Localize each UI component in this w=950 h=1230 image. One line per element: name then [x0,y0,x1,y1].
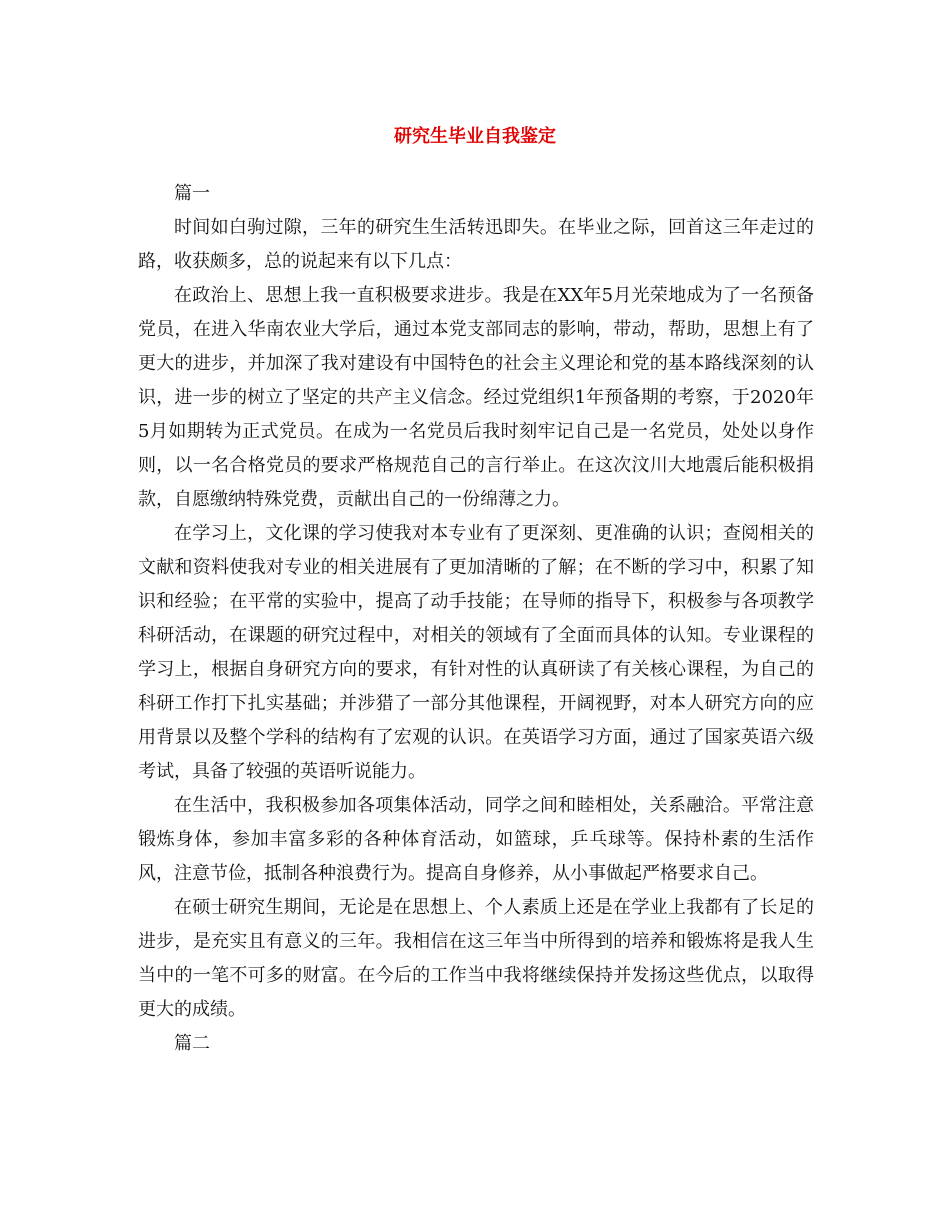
paragraph-conclusion: 在硕士研究生期间，无论是在思想上、个人素质上还是在学业上我都有了长足的进步，是充实且有意义的三年。我相信在这三年当中所得到的培养和锻炼将是我人生当中的一笔不可多的财富。在今后的工作当中我将继续保持并发扬这些优点，以取得更大的成绩。 [138,897,814,1020]
document-title: 研究生毕业自我鉴定 [394,126,556,147]
section-heading-1: 篇一 [174,183,210,204]
paragraph-politics: 在政治上、思想上我一直积极要求进步。我是在XX年5月光荣地成为了一名预备党员，在进入华南农业大学后，通过本党支部同志的影响，带动，帮助，思想上有了更大的进步，并加深了我对建设有中国特色的社会主义理论和党的基本路线深刻的认识，进一步的树立了坚定的共产主义信念。经过党组织1年预备期的考察，于2020年5月如期转为正式党员。在成为一名党员后我时刻牢记自己是一名党员，处处以身作则，以一名合格党员的要求严格规范自己的言行举止。在这次汶川大地震后能积极捐款，自愿缴纳特殊党费，贡献出自己的一份绵薄之力。 [138,285,814,510]
section-heading-2: 篇二 [174,1033,210,1054]
paragraph-life: 在生活中，我积极参加各项集体活动，同学之间和睦相处，关系融洽。平常注意锻炼身体，参加丰富多彩的各种体育活动，如篮球，乒乓球等。保持朴素的生活作风，注意节俭，抵制各种浪费行为。提高自身修养，从小事做起严格要求自己。 [138,795,814,884]
paragraph-intro: 时间如白驹过隙，三年的研究生生活转迅即失。在毕业之际，回首这三年走过的路，收获颇多，总的说起来有以下几点： [138,217,814,272]
document-body [138,177,814,1061]
paragraph-study: 在学习上，文化课的学习使我对本专业有了更深刻、更准确的认识；查阅相关的文献和资料使我对专业的相关进展有了更加清晰的了解；在不断的学习中，积累了知识和经验；在平常的实验中，提高了动手技能；在导师的指导下，积极参与各项教学科研活动，在课题的研究过程中，对相关的领域有了全面而具体的认知。专业课程的学习上，根据自身研究方向的要求，有针对性的认真研读了有关核心课程，为自己的科研工作打下扎实基础；并涉猎了一部分其他课程，开阔视野，对本人研究方向的应用背景以及整个学科的结构有了宏观的认识。在英语学习方面，通过了国家英语六级考试，具备了较强的英语听说能力。 [138,523,814,782]
